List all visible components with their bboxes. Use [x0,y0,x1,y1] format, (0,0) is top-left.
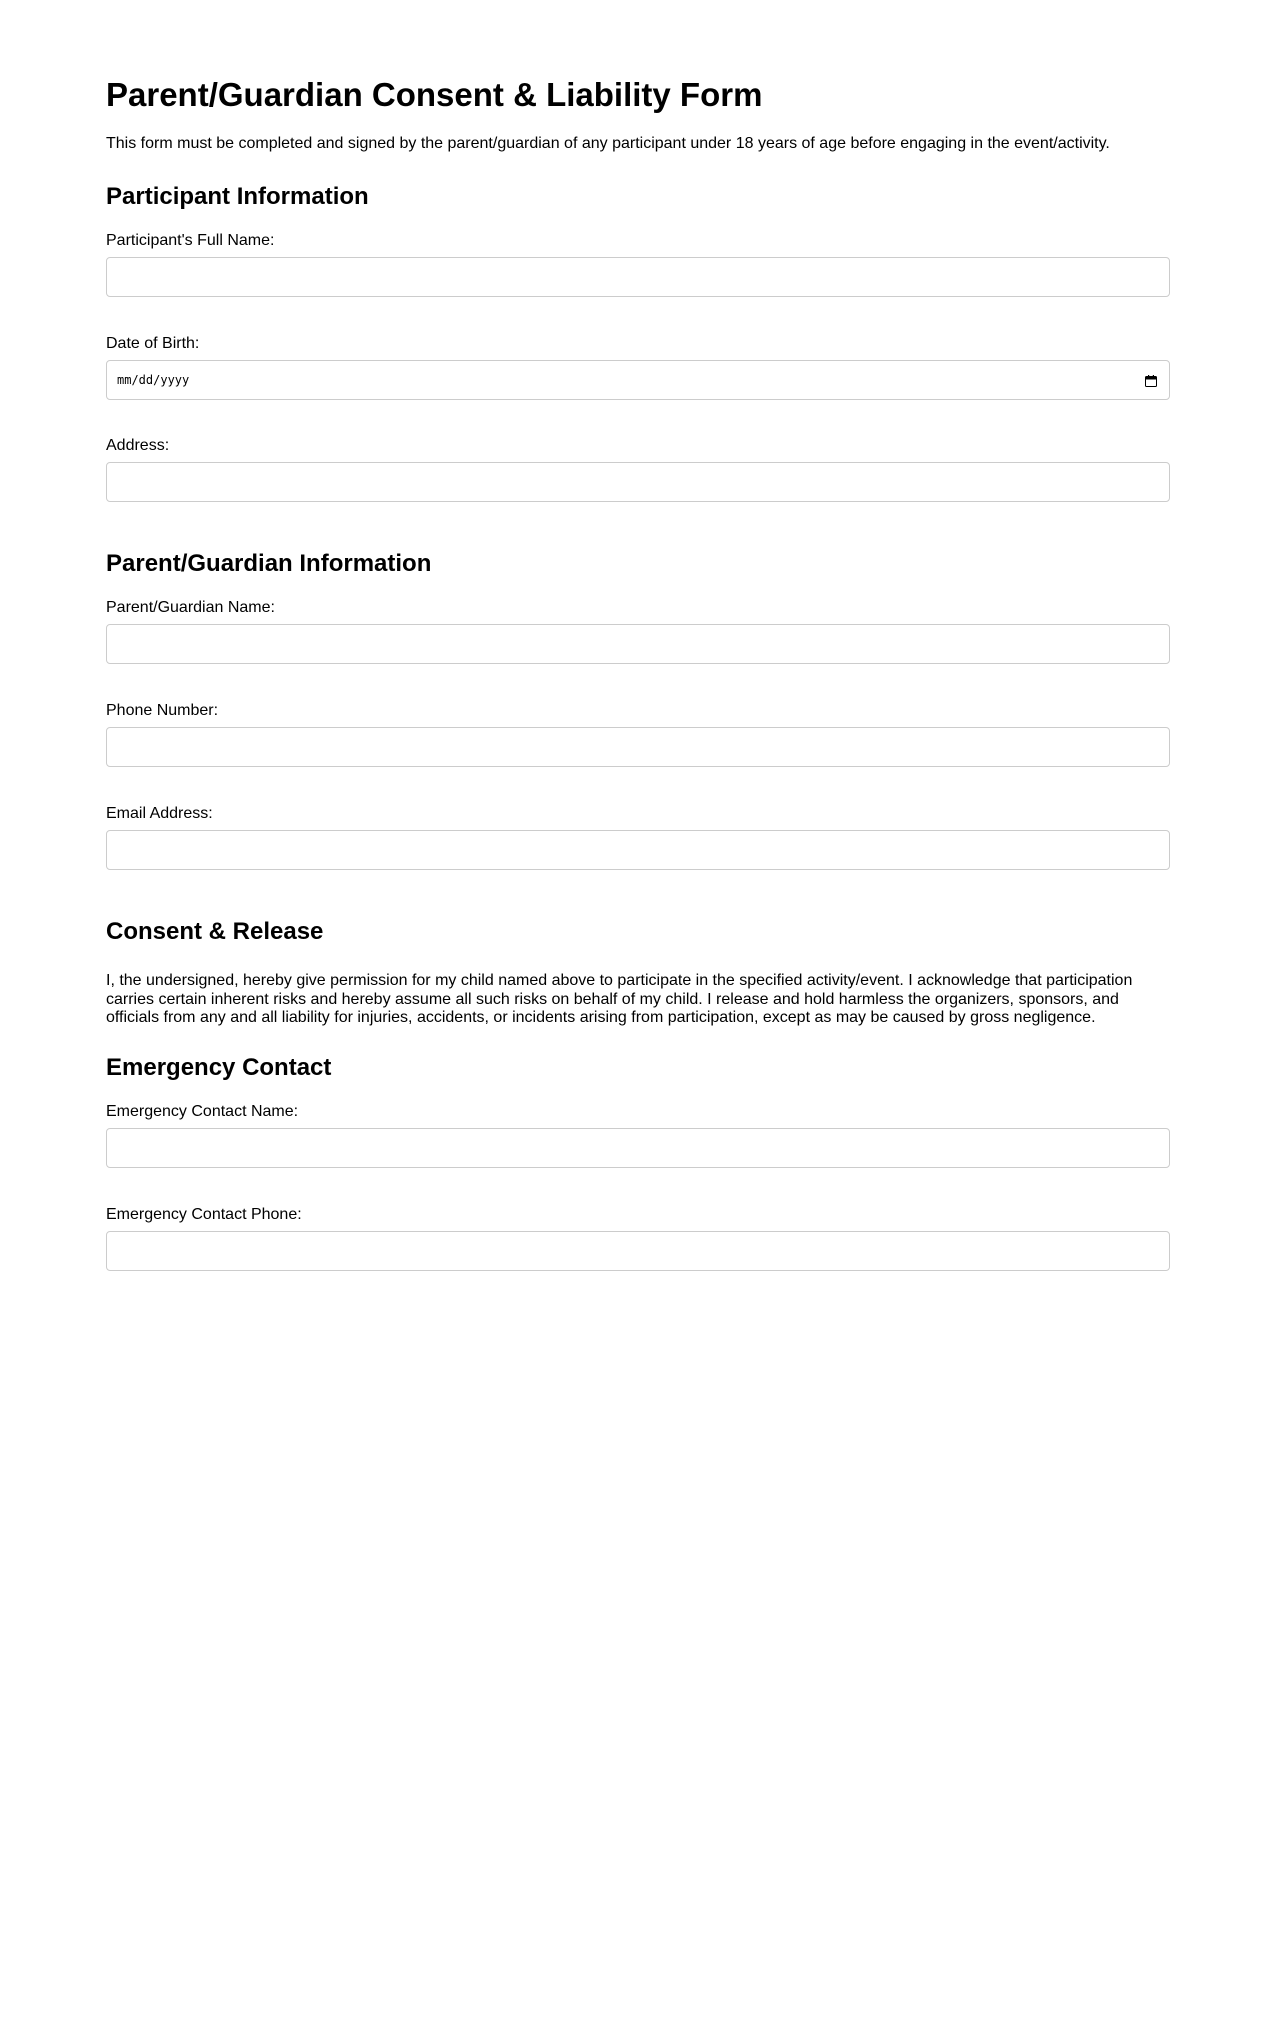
phone-number-label: Phone Number: [106,702,219,719]
participant-full-name-label: Participant's Full Name: [106,232,275,249]
address-label: Address: [106,437,170,454]
email-address-label: Email Address: [106,805,213,822]
guardian-name-label: Parent/Guardian Name: [106,599,275,616]
form-intro: This form must be completed and signed by the parent/guardian of any participant under 18 years of age before engaging in the event/activity. [106,135,1110,152]
section-heading-participant: Participant Information [106,183,369,210]
emergency-contact-phone-input[interactable] [106,1231,1170,1271]
address-input[interactable] [106,462,1170,502]
consent-release-text: I, the undersigned, hereby give permission for my child named above to participate in the specified activity/event. I acknowledge that participation carries certain inherent risks and hereby assume all such risks on behalf of my child. I release and hold harmless the organizers, sponsors, and officials from any and all liability for injuries, accidents, or incidents arising from participation, except as may be caused by gross negligence. [106,972,1133,1026]
date-of-birth-label: Date of Birth: [106,335,200,352]
guardian-name-input[interactable] [106,624,1170,664]
emergency-contact-phone-label: Emergency Contact Phone: [106,1206,302,1223]
section-heading-emergency: Emergency Contact [106,1054,332,1081]
calendar-icon[interactable] [1145,374,1157,386]
phone-number-input[interactable] [106,727,1170,767]
page-title: Parent/Guardian Consent & Liability Form [106,76,763,113]
date-placeholder: mm/dd/yyyy [117,373,190,387]
email-address-input[interactable] [106,830,1170,870]
section-heading-guardian: Parent/Guardian Information [106,550,432,577]
section-heading-consent: Consent & Release [106,918,324,945]
participant-full-name-input[interactable] [106,257,1170,297]
emergency-contact-name-label: Emergency Contact Name: [106,1103,299,1120]
date-of-birth-input[interactable] [106,360,1170,400]
emergency-contact-name-input[interactable] [106,1128,1170,1168]
